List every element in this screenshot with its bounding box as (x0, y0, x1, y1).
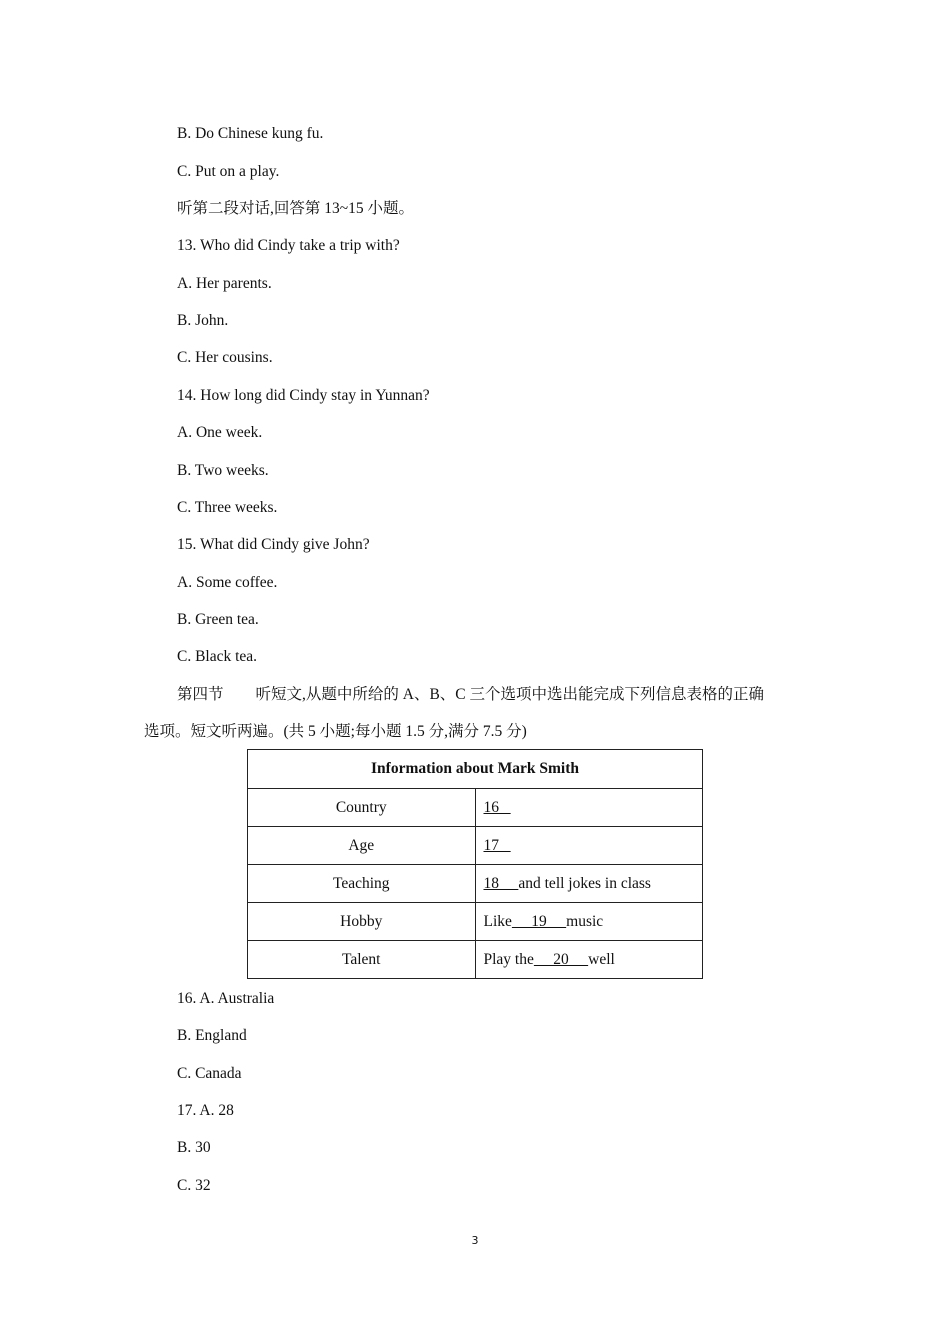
section-4-text-line1: 听短文,从题中所给的 A、B、C 三个选项中选出能完成下列信息表格的正确 (255, 686, 765, 703)
line-b-kungfu: B. Do Chinese kung fu. (177, 125, 324, 142)
info-table (247, 749, 703, 979)
answer-blank-16: 16 (483, 798, 511, 816)
table-value (475, 827, 703, 865)
table-row (248, 789, 703, 827)
table-value (475, 865, 703, 903)
page-number: 3 (471, 1234, 479, 1247)
question-14: 14. How long did Cindy stay in Yunnan? (177, 387, 430, 404)
question-17-option-c: C. 32 (177, 1177, 211, 1194)
table-key: Hobby (248, 903, 476, 941)
question-15-option-a: A. Some coffee. (177, 574, 278, 591)
question-16: 16. A. Australia (177, 990, 275, 1007)
question-15-option-c: C. Black tea. (177, 648, 258, 665)
answer-blank-19: 19 (511, 912, 567, 930)
value-suffix: well (588, 950, 615, 968)
table-value (475, 789, 703, 827)
question-15: 15. What did Cindy give John? (177, 536, 370, 553)
section-4-heading (177, 685, 764, 705)
section-4-text-line2: 选项。短文听两遍。(共 5 小题;每小题 1.5 分,满分 7.5 分) (144, 723, 527, 740)
answer-blank-17: 17 (483, 836, 511, 854)
table-value (475, 941, 703, 979)
table-row (248, 827, 703, 865)
table-header-row (248, 750, 703, 789)
dialog-2-instruction: 听第二段对话,回答第 13~15 小题。 (177, 200, 415, 217)
question-13-option-c: C. Her cousins. (177, 349, 273, 366)
line-c-play: C. Put on a play. (177, 163, 280, 180)
table-key: Talent (248, 941, 476, 979)
value-prefix: Play the (483, 950, 534, 968)
value-suffix: music (566, 912, 604, 930)
answer-blank-18: 18 (483, 874, 519, 892)
question-13-option-b: B. John. (177, 312, 229, 329)
question-15-option-b: B. Green tea. (177, 611, 259, 628)
table-key: Country (248, 789, 476, 827)
section-4-label: 第四节 (177, 686, 224, 703)
question-13: 13. Who did Cindy take a trip with? (177, 237, 400, 254)
question-17-option-b: B. 30 (177, 1139, 211, 1156)
question-14-option-c: C. Three weeks. (177, 499, 278, 516)
table-row (248, 865, 703, 903)
question-14-option-b: B. Two weeks. (177, 462, 269, 479)
value-prefix: Like (483, 912, 512, 930)
table-row (248, 941, 703, 979)
question-16-option-c: C. Canada (177, 1065, 242, 1082)
table-row (248, 903, 703, 941)
question-16-option-b: B. England (177, 1027, 247, 1044)
question-14-option-a: A. One week. (177, 424, 263, 441)
table-value (475, 903, 703, 941)
question-13-option-a: A. Her parents. (177, 275, 272, 292)
table-key: Age (248, 827, 476, 865)
question-17: 17. A. 28 (177, 1102, 234, 1119)
answer-blank-20: 20 (533, 950, 589, 968)
table-key: Teaching (248, 865, 476, 903)
table-title: Information about Mark Smith (248, 750, 703, 789)
value-suffix: and tell jokes in class (518, 874, 651, 892)
